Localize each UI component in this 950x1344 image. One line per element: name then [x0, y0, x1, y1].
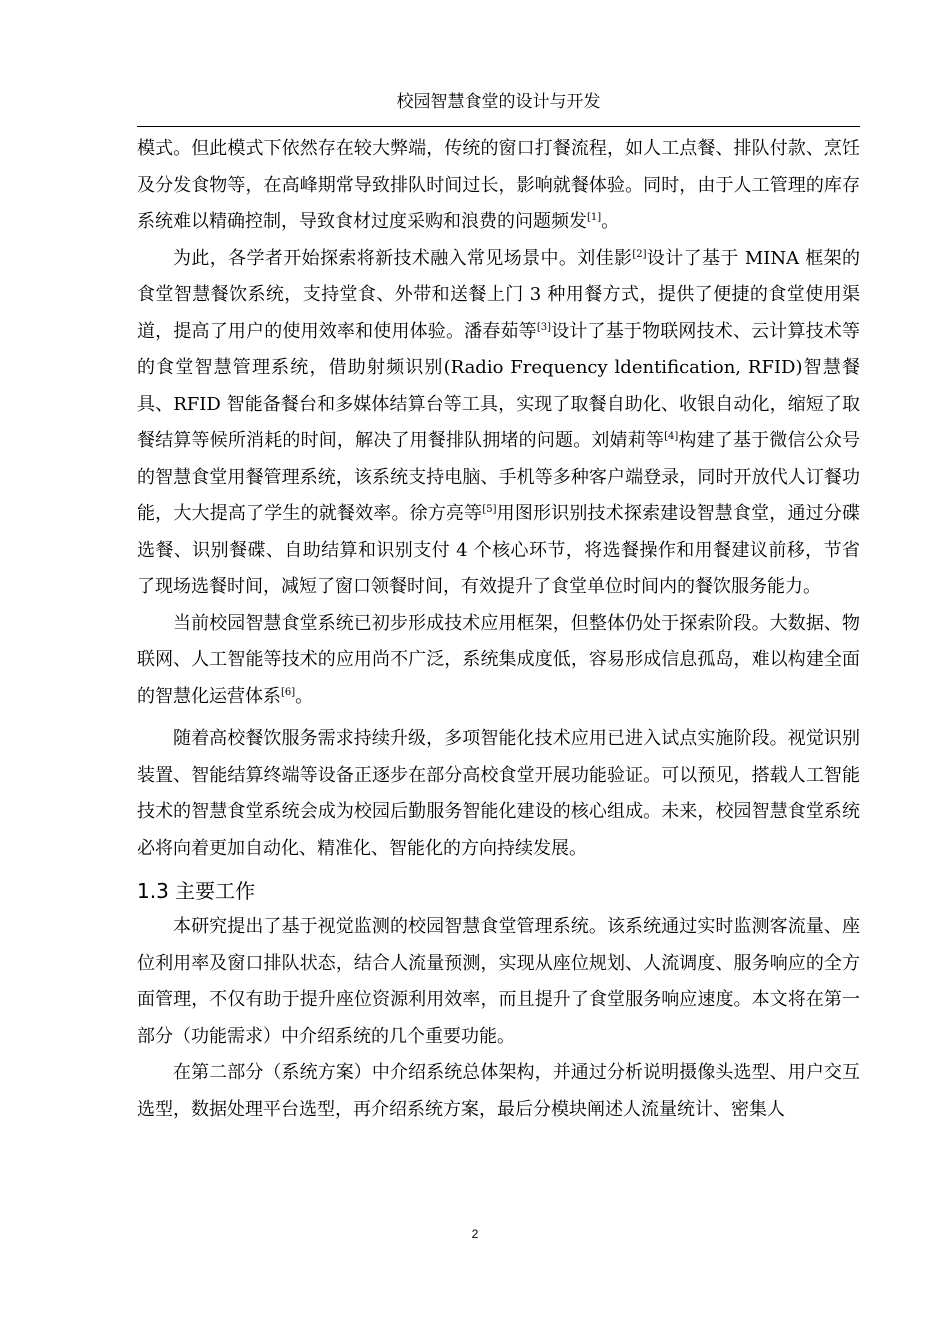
- paragraph-text: 。: [295, 685, 314, 707]
- running-header: 校园智慧食堂的设计与开发: [396, 92, 601, 112]
- citation-ref: [3]: [536, 321, 552, 333]
- paragraph-text: 设计了基于 MINA 框架的食堂智慧餐饮系统，支持堂食、外带和送餐上门 3 种用餐方式，提供了便捷的食堂使用渠道，提高了用户的使用效率和使用体验。潘春茹等: [137, 247, 861, 342]
- section-title: 主要工作: [175, 879, 256, 903]
- paragraph-continuation: [137, 131, 860, 241]
- paragraph-main-work: 本研究提出了基于视觉监测的校园智慧食堂管理系统。该系统通过实时监测客流量、座位利用率及窗口排队状态，结合人流量预测，实现从座位规划、人流调度、服务响应的全方面管理，不仅有助于提升座位资源利用效率，而且提升了食堂服务响应速度。本文将在第一部分（功能需求）中介绍系统的几个重要功能。: [137, 916, 860, 1047]
- citation-ref: [2]: [632, 248, 647, 260]
- paragraph-text: 构建了基于微信公众号的智慧食堂用餐管理系统，该系统支持电脑、手机等多种客户端登录，同时开放代人订餐功能，大大提高了学生的就餐效率。徐方亮等: [137, 430, 860, 524]
- citation-ref: [5]: [482, 504, 497, 515]
- page-number: 2: [471, 1227, 479, 1241]
- section-number: 1.3: [137, 879, 169, 903]
- paragraph-related-work: [137, 241, 860, 606]
- paragraph-text: 。: [601, 211, 620, 232]
- paragraph-text: 当前校园智慧食堂系统已初步形成技术应用框架，但整体仍处于探索阶段。大数据、物联网、人工智能等技术的应用尚不广泛，系统集成度低，容易形成信息孤岛，难以构建全面的智慧化运营体系: [137, 612, 860, 707]
- paragraph-outlook: 随着高校餐饮服务需求持续升级，多项智能化技术应用已进入试点实施阶段。视觉识别装置、智能结算终端等设备正逐步在部分高校食堂开展功能验证。可以预见，搭载人工智能技术的智慧食堂系统会成为校园后勤服务智能化建设的核心组成。未来，校园智慧食堂系统必将向着更加自动化、精准化、智能化的方向持续发展。: [137, 728, 860, 859]
- citation-ref: [6]: [281, 686, 296, 698]
- paragraph-current-state: [137, 606, 860, 716]
- paragraph-text: 用图形识别技术探索建设智慧食堂，通过分碟选餐、识别餐碟、自助结算和识别支付 4 个核心环节，将选餐操作和用餐建议前移，节省了现场选餐时间，减短了窗口领餐时间，有效提升了食堂单位时间内的餐饮服务能力。: [137, 503, 860, 597]
- section-heading: [137, 873, 860, 909]
- body-text: [137, 131, 860, 1128]
- paragraph-text: 设计了基于物联网技术、云计算技术等的食堂智慧管理系统，借助射频识别(Radio Frequency ldentification, RFID)智慧餐具、RFID 智能备餐台和多媒体结算台等工具，实现了取餐自助化、收银自动化，缩短了取餐结算等候所消耗的时间，解决了用餐排队拥堵的问题。刘婧莉等: [137, 320, 861, 451]
- header-rule: [137, 126, 860, 127]
- citation-ref: [1]: [587, 212, 602, 223]
- paragraph-text: 为此，各学者开始探索将新技术融入常见场景中。刘佳影: [173, 247, 633, 269]
- paragraph-text: 模式。但此模式下依然存在较大弊端，传统的窗口打餐流程，如人工点餐、排队付款、烹饪及分发食物等，在高峰期常导致排队时间过长，影响就餐体验。同时，由于人工管理的库存系统难以精确控制，导致食材过度采购和浪费的问题频发: [137, 138, 860, 232]
- paragraph-structure: 在第二部分（系统方案）中介绍系统总体架构，并通过分析说明摄像头选型、用户交互选型，数据处理平台选型，再介绍系统方案，最后分模块阐述人流量统计、密集人: [137, 1062, 860, 1120]
- citation-ref: [4]: [664, 431, 679, 442]
